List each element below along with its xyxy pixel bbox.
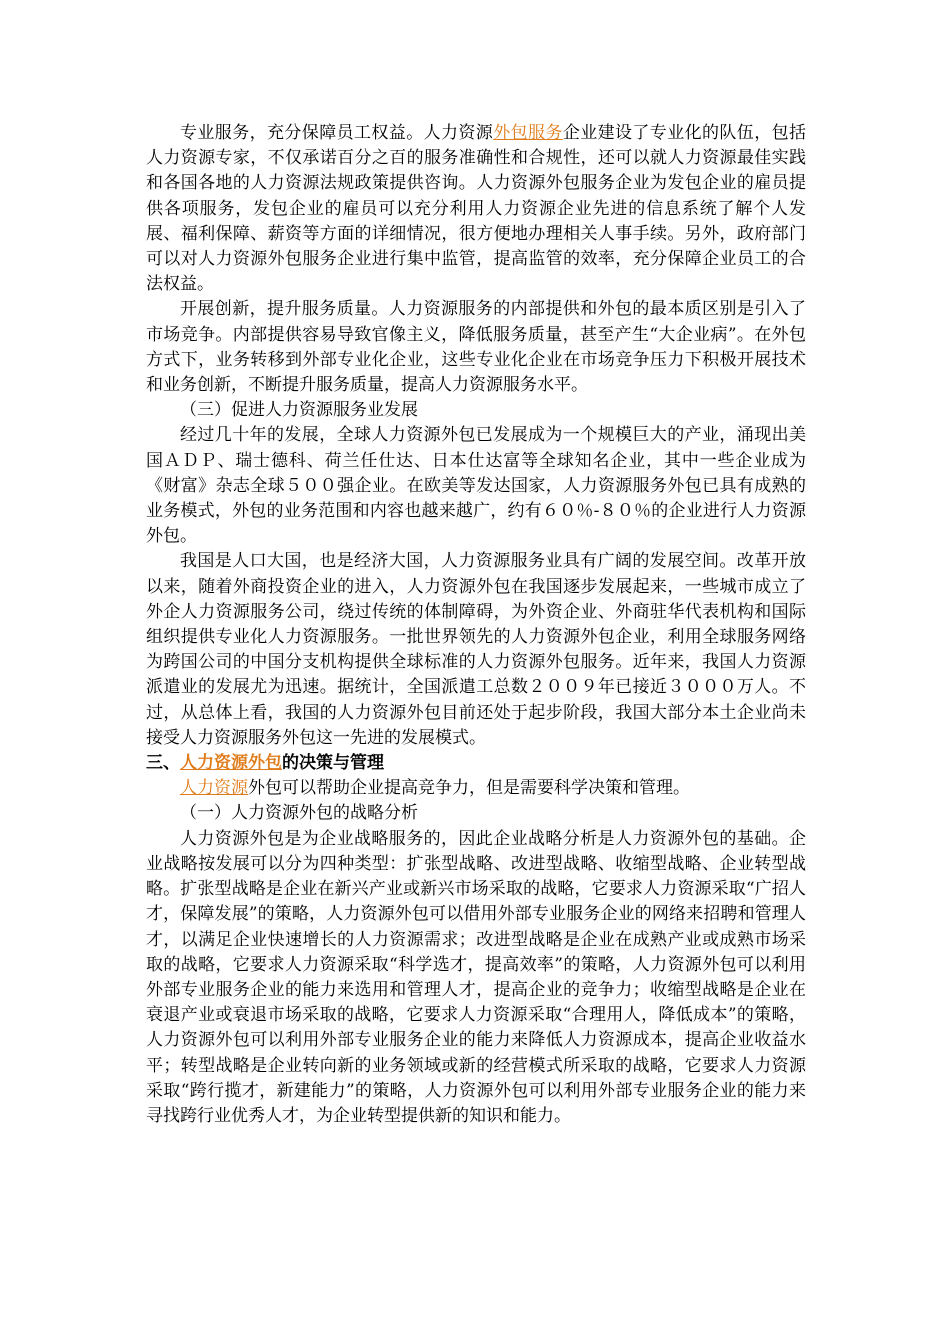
paragraph-text: 企业建设了专业化的队伍，包括人力资源专家，不仅承诺百分之百的服务准确性和合规性，还可以就人力资源最佳实践和各国各地的人力资源法规政策提供咨询。人力资源外包服务企业为发包企业的雇员提供各项服务，发包企业的雇员可以充分利用人力资源企业先进的信息系统了解个人发展、福利保障、薪资等方面的详细情况，很方便地办理相关人事手续。另外，政府部门可以对人力资源外包服务企业进行集中监管，提高监管的效率，充分保障企业员工的合法权益。 [146,123,807,295]
subheading-strategy-analysis: （一）人力资源外包的战略分析 [180,803,418,824]
paragraph-intro [146,776,806,801]
outsourcing-service-link[interactable]: 外包服务 [493,123,563,143]
paragraph-innovation: 开展创新，提升服务质量。人力资源服务的内部提供和外包的最本质区别是引入了市场竞争。内部提供容易导致官像主义，降低服务质量，甚至产生“大企业病”。在外包方式下，业务转移到外部专业化企业，这些专业化企业在市场竞争压力下积极开展技术和业务创新，不断提升服务质量，提高人力资源服务水平。 [146,299,806,396]
human-resources-link[interactable]: 人力资源 [180,778,248,799]
hr-outsourcing-link[interactable]: 人力资源外包 [180,753,282,774]
paragraph-text: 专业服务，充分保障员工权益。人力资源 [180,123,494,143]
paragraph-china-development: 我国是人口大国，也是经济大国，人力资源服务业具有广阔的发展空间。改革开放以来，随着外商投资企业的进入，人力资源外包在我国逐步发展起来，一些城市成立了外企人力资源服务公司，绕过传统的体制障碍，为外资企业、外商驻华代表机构和国际组织提供专业化人力资源服务。一批世界领先的人力资源外包企业，利用全球服务网络为跨国公司的中国分支机构提供全球标准的人力资源外包服务。近年来，我国人力资源派遣业的发展尤为迅速。据统计，全国派遣工总数２００９年已接近３０００万人。不过，从总体上看，我国的人力资源外包目前还处于起步阶段，我国大部分本土企业尚未接受人力资源服务外包这一先进的发展模式。 [146,551,806,748]
heading-suffix: 的决策与管理 [282,753,384,774]
paragraph-professional-service [146,121,806,297]
subheading-promote-industry: （三）促进人力资源服务业发展 [180,400,418,421]
document-body [146,121,806,1129]
section-heading [146,751,806,776]
paragraph-text: 外包可以帮助企业提高竞争力，但是需要科学决策和管理。 [248,778,690,799]
paragraph-strategy: 人力资源外包是为企业战略服务的，因此企业战略分析是人力资源外包的基础。企业战略按发展可以分为四种类型：扩张型战略、改进型战略、收缩型战略、企业转型战略。扩张型战略是企业在新兴产业或新兴市场采取的战略，它要求人力资源采取“广招人才，保障发展”的策略，人力资源外包可以借用外部专业服务企业的网络来招聘和管理人才，以满足企业快速增长的人力资源需求；改进型战略是企业在成熟产业或成熟市场采取的战略，它要求人力资源采取“科学选才，提高效率”的策略，人力资源外包可以利用外部专业服务企业的能力来选用和管理人才，提高企业的竞争力；收缩型战略是企业在衰退产业或衰退市场采取的战略，它要求人力资源采取“合理用人，降低成本”的策略，人力资源外包可以利用外部专业服务企业的能力来降低人力资源成本，提高企业收益水平；转型战略是企业转向新的业务领域或新的经营模式所采取的战略，它要求人力资源采取“跨行揽才，新建能力”的策略，人力资源外包可以利用外部专业服务企业的能力来寻找跨行业优秀人才，为企业转型提供新的知识和能力。 [146,828,806,1126]
paragraph-global-development: 经过几十年的发展，全球人力资源外包已发展成为一个规模巨大的产业，涌现出美国ＡＤＰ、瑞士德科、荷兰任仕达、日本仕达富等全球知名企业，其中一些企业成为《财富》杂志全球５００强企业。在欧美等发达国家，人力资源服务外包已具有成熟的业务模式，外包的业务范围和内容也越来越广，约有６０％-８０％的企业进行人力资源外包。 [146,425,806,547]
heading-prefix: 三、 [146,753,180,774]
